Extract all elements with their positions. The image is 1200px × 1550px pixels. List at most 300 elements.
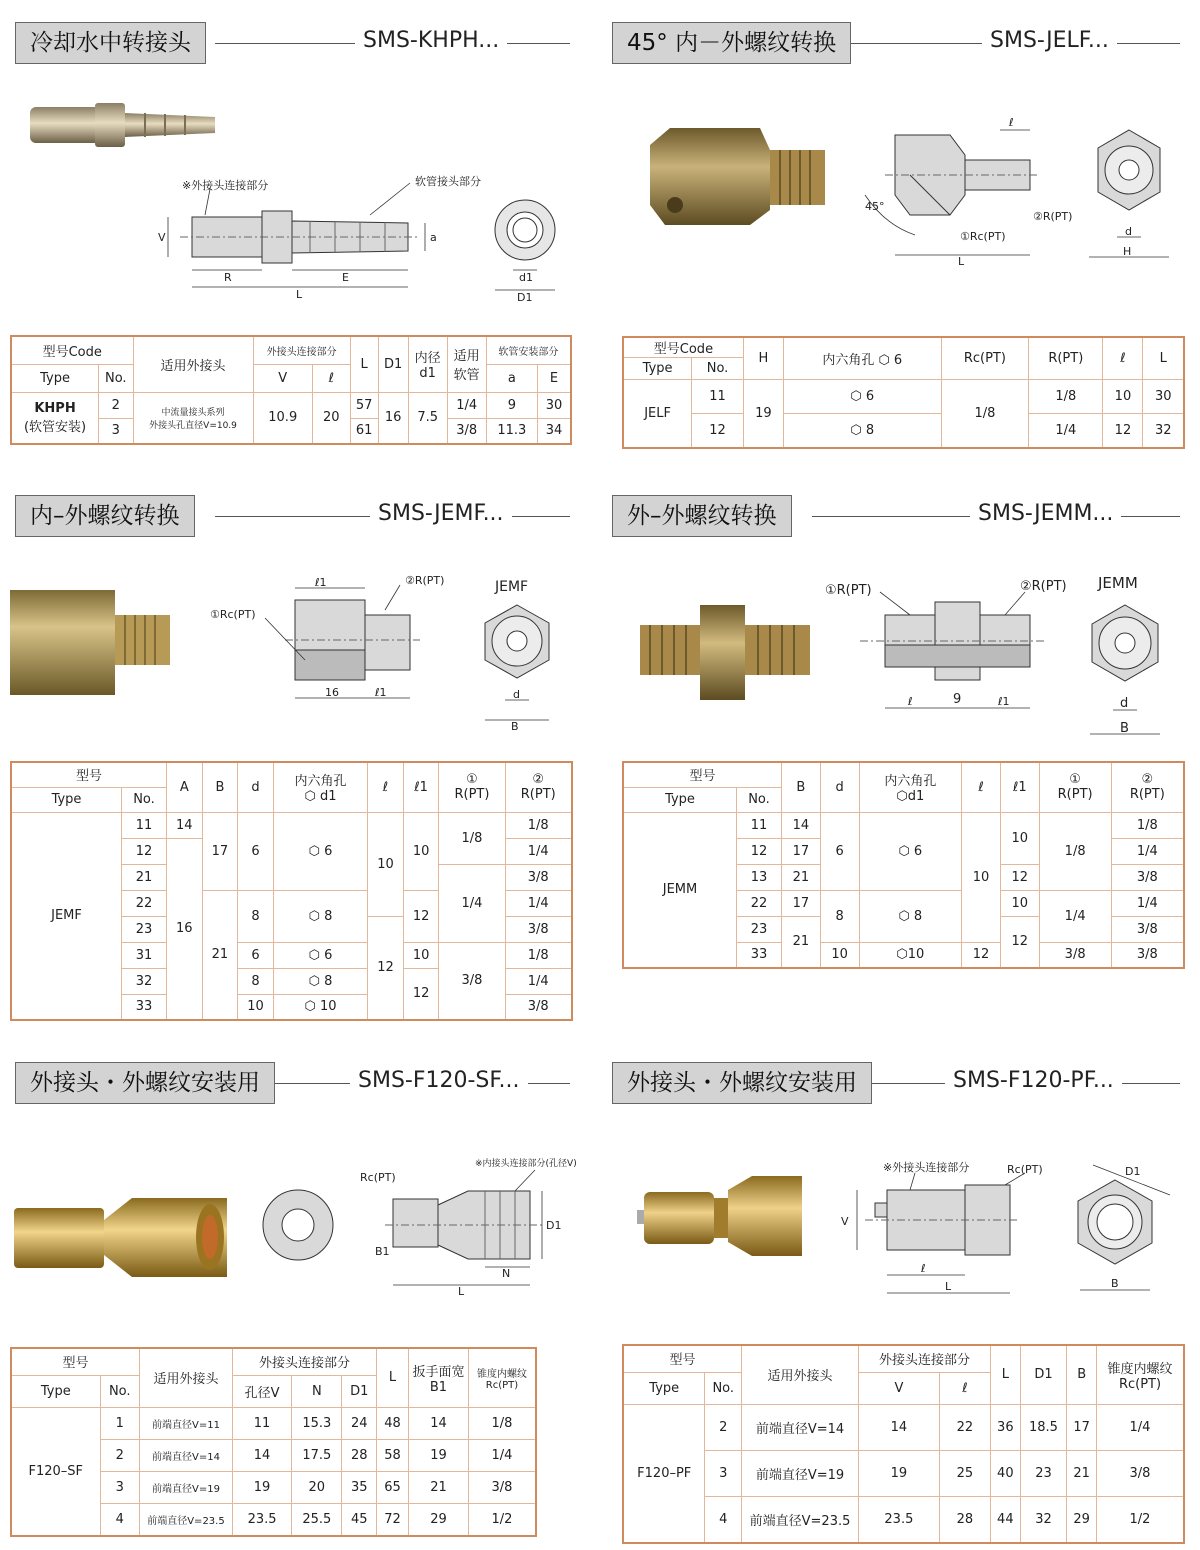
label-a: a	[430, 231, 437, 244]
th-D1: D1	[378, 336, 408, 392]
cell-r1: 3/8	[1039, 942, 1111, 968]
cell-no: 31	[122, 942, 167, 968]
cell-l1: 10	[1000, 812, 1039, 864]
cell-d: 6	[820, 812, 859, 890]
th-model: 型号	[623, 762, 782, 787]
cell-r2: 1/4	[1111, 890, 1184, 916]
cell-d: 6	[238, 812, 274, 890]
section-jemm	[612, 495, 1187, 539]
product-code: SMS-KHPH...	[355, 28, 507, 53]
label-coupler-part: ※外接头连接部分	[883, 1161, 970, 1174]
cell-D1: 45	[342, 1504, 377, 1536]
cell-coupler: 前端直径V=14	[139, 1439, 232, 1471]
cell-D1: 28	[342, 1439, 377, 1471]
th-coupler: 适用外接头	[133, 336, 253, 392]
cell-r2: 1/4	[1111, 838, 1184, 864]
section-pf	[612, 1062, 1187, 1106]
cell-hex: ⬡ 6	[273, 812, 367, 890]
cell-V: 23.5	[232, 1504, 291, 1536]
section-title: 冷却水中转接头	[15, 22, 206, 64]
label-d: d	[513, 688, 520, 701]
jemm-drawing	[820, 570, 1180, 740]
cell-d: 8	[238, 890, 274, 942]
th-H: H	[743, 337, 783, 380]
cell-d: 10	[820, 942, 859, 968]
th-B1: 扳手面宽 B1	[409, 1348, 469, 1407]
cell-hex: ⬡ 10	[273, 994, 367, 1020]
cell-no: 2	[705, 1404, 742, 1450]
jemf-photo	[8, 585, 178, 700]
cell-L: 61	[350, 418, 378, 444]
cell-N: 15.3	[292, 1407, 342, 1439]
cell-r2: 1/4	[505, 838, 572, 864]
section-header	[612, 22, 1187, 66]
cell-r2: 1/8	[1111, 812, 1184, 838]
cell-type: F120–PF	[623, 1404, 705, 1543]
cell-no: 22	[122, 890, 167, 916]
th-l: ℓ	[368, 762, 404, 812]
label-16: 16	[325, 686, 339, 699]
cell-coupler: 前端直径V=23.5	[139, 1504, 232, 1536]
label-L: L	[458, 1285, 465, 1295]
th-conn: 外接头连接部分	[232, 1348, 376, 1375]
cell-r2: 1/8	[505, 812, 572, 838]
th-type: Type	[11, 364, 99, 392]
cell-L: 44	[991, 1497, 1021, 1543]
cell-D1: 35	[342, 1472, 377, 1504]
th-no: No.	[737, 787, 782, 812]
cell-r2: 3/8	[1111, 942, 1184, 968]
cell-no: 12	[692, 414, 744, 448]
label-hose-part: 软管接头部分	[415, 175, 481, 188]
khph-drawing	[150, 175, 580, 310]
section-title: 外接头・外螺纹安装用	[612, 1062, 872, 1104]
cell-coupler: 前端直径V=19	[139, 1472, 232, 1504]
cell-B: 29	[1067, 1497, 1097, 1543]
jelf-photo	[640, 120, 840, 230]
cell-no: 3	[99, 418, 133, 444]
cell-type	[11, 392, 99, 444]
type-code: KHPH	[34, 400, 76, 416]
th-A: A	[167, 762, 203, 812]
th-l: ℓ	[1103, 337, 1143, 380]
th-no: No.	[99, 364, 133, 392]
cell-hex: ⬡ 8	[273, 890, 367, 942]
cell-l1: 12	[1000, 916, 1039, 968]
th-type: Type	[11, 787, 122, 812]
th-type: Type	[11, 1375, 100, 1407]
cell-rc: 1/8	[469, 1407, 537, 1439]
cell-type: JEMF	[11, 812, 122, 1020]
cell-B: 21	[1067, 1451, 1097, 1497]
section-khph	[15, 22, 590, 66]
pf-drawing	[835, 1155, 1180, 1300]
th-hex	[273, 762, 367, 812]
label-l: ℓ	[908, 695, 913, 708]
sf-photo	[12, 1190, 237, 1285]
th-l: ℓ	[939, 1372, 990, 1404]
label-E: E	[342, 271, 349, 284]
th-l: ℓ	[962, 762, 1001, 812]
cell-r2: 3/8	[1111, 916, 1184, 942]
cell-B: 14	[782, 812, 821, 838]
th-V: V	[253, 364, 312, 392]
cell-r2: 3/8	[505, 994, 572, 1020]
th-B: B	[782, 762, 821, 812]
cell-r2: 1/8	[505, 942, 572, 968]
th-N: N	[292, 1375, 342, 1407]
cell-no: 11	[692, 380, 744, 414]
cell-d: 8	[238, 968, 274, 994]
jemm-table	[622, 761, 1185, 969]
label-rc: Rc(PT)	[1007, 1163, 1043, 1176]
pf-table	[622, 1344, 1185, 1544]
label-D1: D1	[546, 1219, 562, 1232]
cell-l1: 12	[403, 890, 439, 942]
cell-r1: 1/8	[1039, 812, 1111, 890]
cell-no: 1	[100, 1407, 139, 1439]
cell-L: 32	[1143, 414, 1184, 448]
label-rc: ①Rc(PT)	[960, 230, 1006, 243]
label-deg: 45°	[865, 200, 885, 213]
label-D1: D1	[517, 291, 533, 304]
cell-no: 22	[737, 890, 782, 916]
cell-no: 2	[100, 1439, 139, 1471]
cell-no: 4	[705, 1497, 742, 1543]
cell-hex: ⬡ 8	[859, 890, 962, 942]
product-code: SMS-JEMM...	[970, 501, 1121, 526]
cell-L: 72	[377, 1504, 409, 1536]
cell-coupler: 前端直径V=19	[742, 1451, 859, 1497]
th-model: 型号	[11, 1348, 139, 1375]
cell-B1: 21	[409, 1472, 469, 1504]
th-coupler: 适用外接头	[742, 1345, 859, 1404]
hex-line-1: 内六角孔	[294, 774, 347, 790]
cell-rc: 1/2	[469, 1504, 537, 1536]
cell-V: 14	[859, 1404, 940, 1450]
cell-L: 58	[377, 1439, 409, 1471]
jemf-table	[10, 761, 573, 1021]
cell-l: 12	[368, 916, 404, 1020]
th-L: L	[991, 1345, 1021, 1404]
th-type: Type	[623, 358, 692, 380]
label-l1: ℓ1	[315, 576, 327, 589]
th-rc: 锥度内螺纹 Rc(PT)	[1097, 1345, 1185, 1404]
label-name: JEMM	[1098, 574, 1138, 592]
cell-D1: 32	[1020, 1497, 1067, 1543]
cell-no: 11	[122, 812, 167, 838]
cell-rc: 1/8	[941, 380, 1029, 448]
cell-r2: 1/4	[505, 890, 572, 916]
label-V: V	[158, 231, 166, 244]
cell-B: 17	[782, 838, 821, 864]
cell-l: 25	[939, 1451, 990, 1497]
cell-l: 10	[368, 812, 404, 916]
th-hose: 适用 软管	[447, 336, 486, 392]
pf-photo	[632, 1170, 812, 1260]
cell-r1: 3/8	[439, 942, 505, 1020]
cell-r2: 3/8	[505, 864, 572, 890]
th-conn: 外接头连接部分	[859, 1345, 991, 1372]
coupler-line-2: 外接头孔直径V=10.9	[149, 420, 237, 431]
label-r: ②R(PT)	[1033, 210, 1073, 223]
th-V: V	[859, 1372, 940, 1404]
cell-B: 17	[782, 890, 821, 916]
cell-V: 11	[232, 1407, 291, 1439]
cell-rc: 1/4	[469, 1439, 537, 1471]
cell-r1: 1/8	[439, 812, 505, 864]
cell-l: 12	[1103, 414, 1143, 448]
th-model: 型号	[623, 1345, 742, 1372]
cell-no: 32	[122, 968, 167, 994]
cell-no: 12	[122, 838, 167, 864]
th-no: No.	[692, 358, 744, 380]
label-coupler-part: ※外接头连接部分	[182, 179, 269, 192]
cell-B: 21	[782, 864, 821, 890]
cell-no: 13	[737, 864, 782, 890]
cell-V: 19	[232, 1472, 291, 1504]
cell-no: 23	[122, 916, 167, 942]
sf-table	[10, 1347, 537, 1537]
th-no: No.	[705, 1372, 742, 1404]
label-d: d	[1120, 696, 1129, 711]
type-sub: (软管安装)	[23, 419, 87, 435]
section-header	[612, 1062, 1187, 1106]
cell-type: JEMM	[623, 812, 737, 968]
label-B: B	[1120, 721, 1129, 736]
cell-coupler: 前端直径V=14	[742, 1404, 859, 1450]
jelf-drawing	[855, 115, 1175, 265]
hex-line-1: 内六角孔	[884, 774, 937, 790]
cell-d1: 7.5	[408, 392, 447, 444]
cell-hex: ⬡ 8	[783, 414, 941, 448]
cell-V: 14	[232, 1439, 291, 1471]
cell-D1: 23	[1020, 1451, 1067, 1497]
label-R: R	[224, 271, 232, 284]
cell-N: 17.5	[292, 1439, 342, 1471]
section-header	[612, 495, 1187, 539]
cell-V: 19	[859, 1451, 940, 1497]
sf-drawing	[260, 1155, 580, 1295]
cell-hex: ⬡ 6	[273, 942, 367, 968]
r1-line-1: ①	[1069, 772, 1081, 788]
cell-l: 22	[939, 1404, 990, 1450]
cell-N: 20	[292, 1472, 342, 1504]
cell-E: 30	[538, 392, 571, 418]
jemf-drawing	[205, 570, 575, 730]
cell-L: 36	[991, 1404, 1021, 1450]
section-jemf	[15, 495, 590, 539]
cell-no: 2	[99, 392, 133, 418]
cell-r1: 1/4	[1039, 890, 1111, 942]
cell-r2: 3/8	[1111, 864, 1184, 890]
th-conn: 外接头连接部分	[253, 336, 350, 364]
th-D1: D1	[342, 1375, 377, 1407]
section-title: 内–外螺纹转换	[15, 495, 195, 537]
cell-A: 16	[167, 838, 203, 1020]
product-code: SMS-JEMF...	[370, 501, 512, 526]
label-r: ②R(PT)	[405, 574, 445, 587]
th-d: d	[238, 762, 274, 812]
th-L: L	[350, 336, 378, 392]
th-B: B	[202, 762, 238, 812]
cell-L: 48	[377, 1407, 409, 1439]
cell-l1: 10	[403, 942, 439, 968]
label-d1: d1	[519, 271, 533, 284]
label-name: JEMF	[495, 579, 529, 595]
th-r2	[505, 762, 572, 812]
label-L: L	[958, 255, 965, 265]
th-r1	[439, 762, 505, 812]
r2-line-1: ②	[532, 772, 545, 788]
cell-a: 11.3	[486, 418, 537, 444]
cell-l: 20	[312, 392, 350, 444]
th-mount: 软管安装部分	[486, 336, 571, 364]
cell-N: 25.5	[292, 1504, 342, 1536]
cell-no: 33	[122, 994, 167, 1020]
cell-d: 8	[820, 890, 859, 942]
cell-D1: 18.5	[1020, 1404, 1067, 1450]
r2-line-2: R(PT)	[1129, 787, 1165, 803]
label-9: 9	[953, 692, 962, 707]
cell-no: 3	[705, 1451, 742, 1497]
label-l: ℓ	[921, 1262, 926, 1275]
cell-l: 28	[939, 1497, 990, 1543]
r1-line-2: R(PT)	[454, 787, 490, 803]
cell-d: 10	[238, 994, 274, 1020]
section-header	[15, 1062, 590, 1106]
label-B1: B1	[375, 1245, 390, 1258]
jemm-photo	[638, 600, 828, 700]
cell-D1: 24	[342, 1407, 377, 1439]
cell-a: 9	[486, 392, 537, 418]
cell-B: 17	[1067, 1404, 1097, 1450]
th-coupler: 适用外接头	[139, 1348, 232, 1407]
cell-r1: 1/4	[439, 864, 505, 942]
cell-H: 19	[743, 380, 783, 448]
cell-d: 6	[238, 942, 274, 968]
cell-hex: ⬡ 6	[783, 380, 941, 414]
cell-L: 57	[350, 392, 378, 418]
th-l1: ℓ1	[1000, 762, 1039, 812]
cell-A: 14	[167, 812, 203, 838]
cell-V: 23.5	[859, 1497, 940, 1543]
section-title: 外–外螺纹转换	[612, 495, 792, 537]
th-rc: 锥度内螺纹 Rc(PT)	[469, 1348, 537, 1407]
cell-r: 1/4	[1029, 414, 1103, 448]
r2-line-1: ②	[1141, 772, 1154, 788]
cell-V: 10.9	[253, 392, 312, 444]
th-d1: 内径 d1	[408, 336, 447, 392]
cell-l1: 12	[403, 968, 439, 1020]
th-r2	[1111, 762, 1184, 812]
th-L: L	[377, 1348, 409, 1407]
label-rc: Rc(PT)	[360, 1171, 396, 1184]
cell-l1: 10	[403, 812, 439, 890]
r1-line-2: R(PT)	[1057, 787, 1093, 803]
label-l1b: ℓ1	[375, 686, 387, 699]
cell-r2: 1/4	[505, 968, 572, 994]
th-hex: 内六角孔 ⬡ 6	[783, 337, 941, 380]
product-code: SMS-F120-SF...	[350, 1068, 528, 1093]
th-r1	[1039, 762, 1111, 812]
cell-B: 21	[782, 916, 821, 968]
th-model: 型号	[11, 762, 167, 787]
cell-l1: 10	[1000, 890, 1039, 916]
section-jelf	[612, 22, 1187, 66]
label-L: L	[945, 1280, 952, 1293]
label-l1: ℓ1	[998, 695, 1010, 708]
label-d: d	[1125, 225, 1132, 238]
cell-no: 21	[122, 864, 167, 890]
cell-hex: ⬡ 6	[859, 812, 962, 890]
coupler-line-1: 中流量接头系列	[161, 407, 225, 418]
label-B: B	[511, 720, 519, 730]
label-H: H	[1123, 245, 1132, 258]
th-no: No.	[100, 1375, 139, 1407]
product-code: SMS-F120-PF...	[945, 1068, 1122, 1093]
khph-photo	[25, 95, 225, 155]
cell-L: 40	[991, 1451, 1021, 1497]
hex-line-2: ⬡d1	[896, 789, 925, 805]
section-title: 外接头・外螺纹安装用	[15, 1062, 275, 1104]
cell-hex: ⬡ 8	[273, 968, 367, 994]
cell-coupler	[133, 392, 253, 444]
th-no: No.	[122, 787, 167, 812]
th-model: 型号Code	[623, 337, 743, 358]
th-l: ℓ	[312, 364, 350, 392]
label-socket-part: ※内接头连接部分(孔径V)	[475, 1159, 577, 1169]
cell-r: 1/8	[1029, 380, 1103, 414]
cell-no: 12	[737, 838, 782, 864]
cell-hex: ⬡10	[859, 942, 962, 968]
cell-coupler: 前端直径V=23.5	[742, 1497, 859, 1543]
cell-L: 65	[377, 1472, 409, 1504]
cell-l: 12	[962, 942, 1001, 968]
th-D1: D1	[1020, 1345, 1067, 1404]
th-a: a	[486, 364, 537, 392]
cell-l: 10	[1103, 380, 1143, 414]
th-r: R(PT)	[1029, 337, 1103, 380]
cell-r2: 3/8	[505, 916, 572, 942]
hex-line-2: ⬡ d1	[304, 789, 337, 805]
cell-B1: 29	[409, 1504, 469, 1536]
cell-hose: 1/4	[447, 392, 486, 418]
cell-type: JELF	[623, 380, 692, 448]
cell-B: 17	[202, 812, 238, 890]
section-title: 45° 内－外螺纹转换	[612, 22, 851, 64]
cell-rc: 3/8	[469, 1472, 537, 1504]
th-l1: ℓ1	[403, 762, 439, 812]
cell-no: 33	[737, 942, 782, 968]
section-header	[15, 22, 590, 66]
cell-rc: 3/8	[1097, 1451, 1185, 1497]
section-header	[15, 495, 590, 539]
khph-table	[10, 335, 572, 445]
th-d: d	[820, 762, 859, 812]
th-V: 孔径V	[232, 1375, 291, 1407]
th-B: B	[1067, 1345, 1097, 1404]
label-rc: ①Rc(PT)	[210, 608, 256, 621]
jelf-table	[622, 336, 1185, 449]
label-r2: ②R(PT)	[1020, 579, 1067, 594]
th-model: 型号Code	[11, 336, 133, 364]
cell-l: 10	[962, 812, 1001, 942]
cell-l1: 12	[1000, 864, 1039, 890]
cell-no: 11	[737, 812, 782, 838]
label-l: ℓ	[1009, 116, 1014, 129]
r1-line-1: ①	[466, 772, 478, 788]
